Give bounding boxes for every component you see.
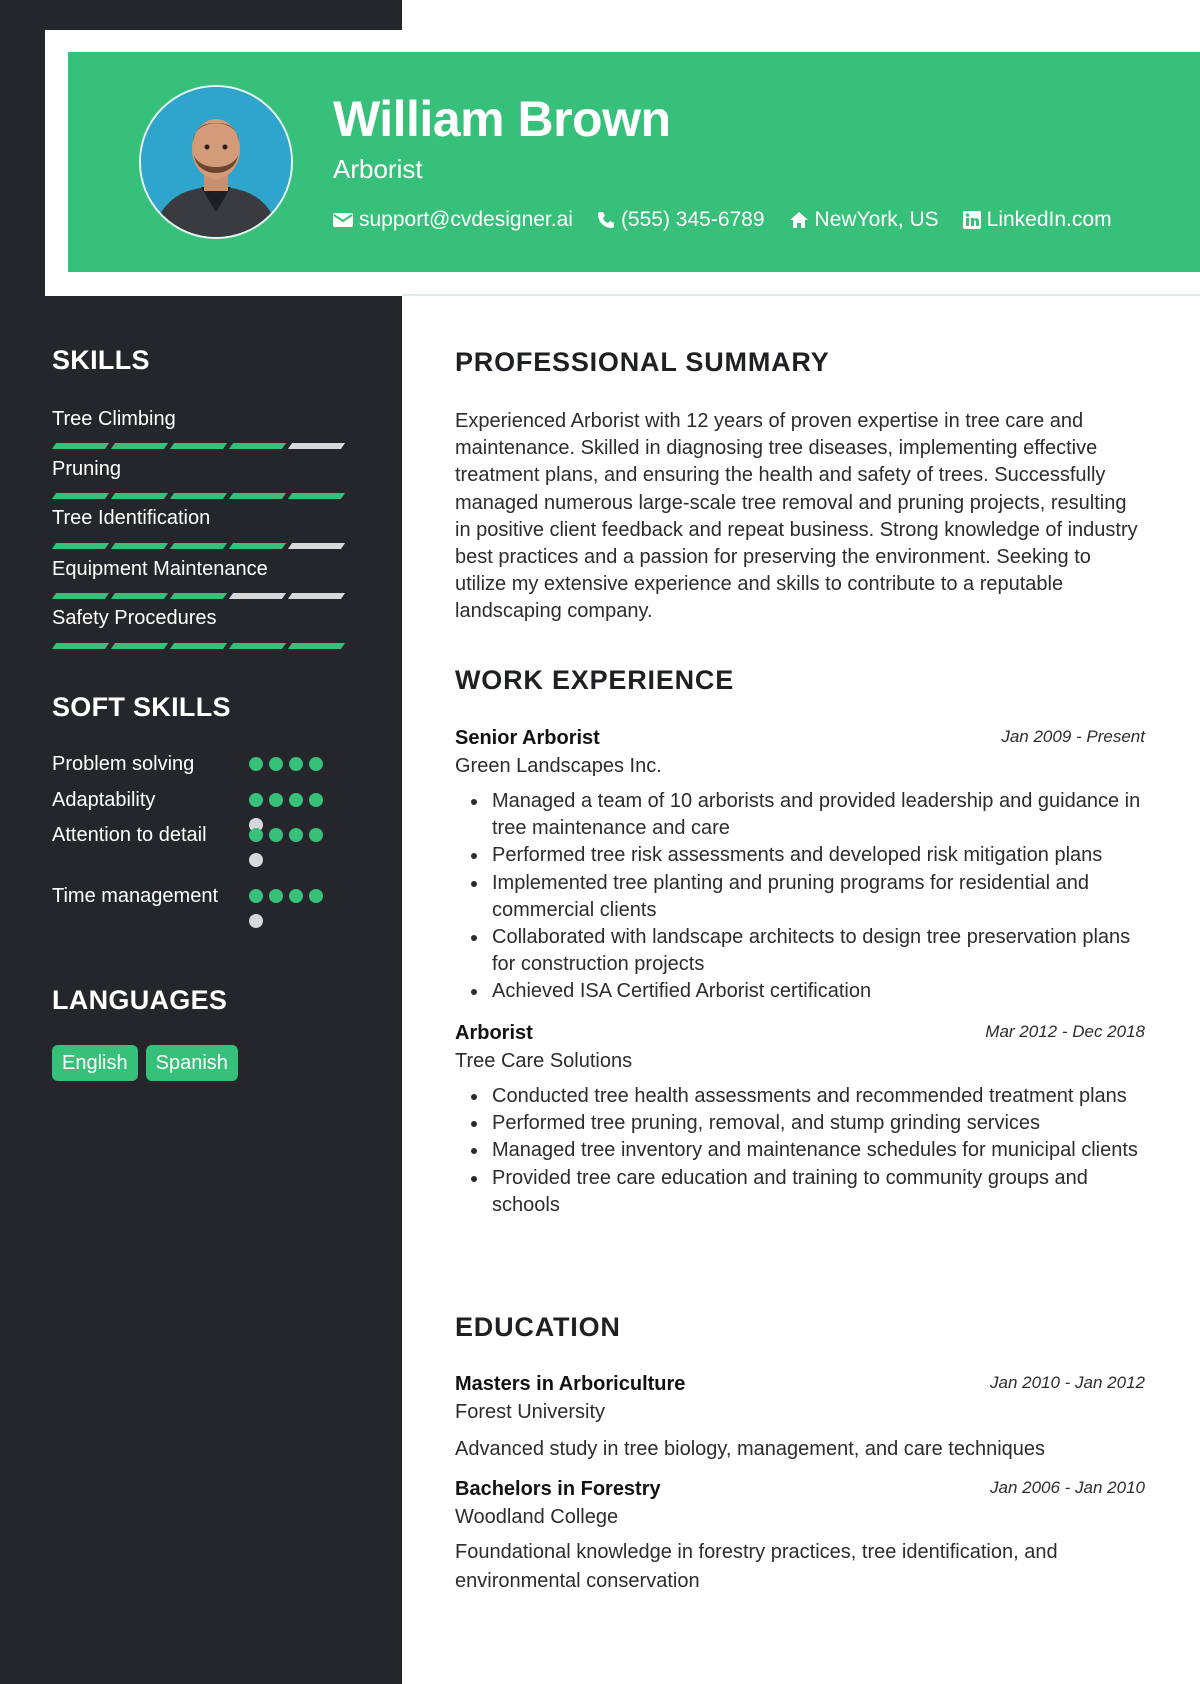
language-tag: English bbox=[52, 1045, 138, 1081]
soft-skills-heading: SOFT SKILLS bbox=[52, 692, 231, 722]
skill-bar-filled bbox=[170, 593, 227, 599]
skill-name: Tree Identification bbox=[52, 507, 211, 529]
skills-heading: SKILLS bbox=[52, 345, 150, 375]
main-content bbox=[455, 0, 1145, 1684]
language-tags bbox=[52, 1045, 238, 1081]
rating-dot-filled bbox=[249, 793, 263, 807]
job-bullet: Managed tree inventory and maintenance schedules for municipal clients bbox=[492, 1137, 1145, 1164]
job-title: Arborist bbox=[455, 1022, 533, 1044]
job-bullet: Managed a team of 10 arborists and provided leadership and guidance in tree maintenance and care bbox=[492, 788, 1145, 842]
skill-name: Tree Climbing bbox=[52, 408, 176, 430]
rating-dot-filled bbox=[289, 828, 303, 842]
job-bullet: Achieved ISA Certified Arborist certification bbox=[492, 978, 1145, 1005]
job-bullets bbox=[455, 1083, 1145, 1219]
education-school: Forest University bbox=[455, 1401, 606, 1423]
rating-dot-filled bbox=[249, 828, 263, 842]
job-entry bbox=[455, 1022, 1145, 1282]
soft-skill-name: Problem solving bbox=[52, 753, 195, 775]
job-bullets bbox=[455, 788, 1145, 1006]
education-degree: Bachelors in Forestry bbox=[455, 1478, 661, 1500]
rating-dot-filled bbox=[269, 889, 283, 903]
rating-dot-filled bbox=[309, 828, 323, 842]
job-entry bbox=[455, 727, 1145, 1007]
soft-skills-list bbox=[52, 751, 352, 951]
job-title: Senior Arborist bbox=[455, 727, 600, 749]
languages-heading: LANGUAGES bbox=[52, 985, 228, 1015]
job-dates: Mar 2012 - Dec 2018 bbox=[985, 1022, 1145, 1041]
contact-location-text: NewYork, US bbox=[814, 208, 939, 231]
skill-bar-filled bbox=[229, 443, 286, 449]
skill-bar-filled bbox=[170, 443, 227, 449]
job-bullet: Collaborated with landscape architects to design tree preservation plans for construction projects bbox=[492, 924, 1145, 978]
contact-email-text: support@cvdesigner.ai bbox=[359, 208, 573, 231]
education-dates: Jan 2010 - Jan 2012 bbox=[989, 1373, 1145, 1392]
rating-dot-empty bbox=[249, 914, 263, 928]
skill-name: Safety Procedures bbox=[52, 607, 217, 629]
skill-level-bars bbox=[54, 593, 343, 599]
job-bullet: Provided tree care education and training to community groups and schools bbox=[492, 1165, 1145, 1219]
skill-bar-filled bbox=[111, 543, 168, 549]
skill-bar-filled bbox=[52, 543, 109, 549]
rating-dot-filled bbox=[309, 793, 323, 807]
skill-name: Equipment Maintenance bbox=[52, 558, 268, 580]
skill-bar-filled bbox=[111, 643, 168, 649]
skills-section bbox=[52, 345, 352, 376]
soft-skill-name: Adaptability bbox=[52, 789, 156, 811]
experience-heading: WORK EXPERIENCE bbox=[455, 665, 735, 695]
skill-bar-empty bbox=[229, 593, 286, 599]
rating-dot-empty bbox=[249, 853, 263, 867]
soft-skills-section bbox=[52, 692, 352, 723]
skill-bar-filled bbox=[170, 543, 227, 549]
skill-name: Pruning bbox=[52, 458, 121, 480]
candidate-title: Arborist bbox=[333, 154, 423, 184]
summary-text: Experienced Arborist with 12 years of proven expertise in tree care and maintenance. Skilled in diagnosing tree diseases, implementing effective treatment plans, and ensuring the health and safety of trees. Successfully managed numerous large-scale tree removal and pruning projects, resulting in positive client feedback and repeat business. Strong knowledge of industry best practices and a passion for preserving the environment. Seeking to utilize my extensive experience and skills to contribute to a reputable landscaping company. bbox=[455, 410, 1138, 623]
skills-list bbox=[52, 408, 352, 658]
rating-dot-filled bbox=[289, 793, 303, 807]
skill-bar-filled bbox=[111, 593, 168, 599]
candidate-name: William Brown bbox=[333, 91, 671, 147]
skill-bar-filled bbox=[52, 493, 109, 499]
skill-bar-filled bbox=[52, 593, 109, 599]
skill-level-bars bbox=[54, 543, 343, 549]
job-company: Green Landscapes Inc. bbox=[455, 755, 662, 777]
education-heading: EDUCATION bbox=[455, 1312, 621, 1342]
skill-bar-filled bbox=[111, 443, 168, 449]
skill-bar-filled bbox=[288, 643, 345, 649]
skill-bar-filled bbox=[170, 643, 227, 649]
summary-heading: PROFESSIONAL SUMMARY bbox=[455, 347, 830, 377]
soft-skill-name: Attention to detail bbox=[52, 824, 207, 846]
skill-bar-filled bbox=[288, 493, 345, 499]
skill-level-bars bbox=[54, 493, 343, 499]
skill-bar-filled bbox=[229, 643, 286, 649]
skill-bar-filled bbox=[52, 443, 109, 449]
skill-bar-empty bbox=[288, 543, 345, 549]
job-dates: Jan 2009 - Present bbox=[1001, 727, 1145, 746]
skill-level-bars bbox=[54, 443, 343, 449]
skill-bar-empty bbox=[288, 443, 345, 449]
job-company: Tree Care Solutions bbox=[455, 1050, 633, 1072]
contact-phone-text: (555) 345-6789 bbox=[620, 208, 765, 231]
envelope-icon bbox=[333, 212, 353, 228]
rating-dot-filled bbox=[309, 889, 323, 903]
education-description: Foundational knowledge in forestry practices, tree identification, and environmental conservation bbox=[455, 1541, 1058, 1592]
job-bullet: Conducted tree health assessments and recommended treatment plans bbox=[492, 1083, 1145, 1110]
skill-bar-filled bbox=[229, 543, 286, 549]
rating-dot-filled bbox=[249, 889, 263, 903]
education-degree: Masters in Arboriculture bbox=[455, 1373, 686, 1395]
rating-dot-filled bbox=[269, 757, 283, 771]
rating-dot-filled bbox=[269, 793, 283, 807]
education-school: Woodland College bbox=[455, 1506, 619, 1528]
contact-linkedin-text: LinkedIn.com bbox=[986, 208, 1112, 231]
job-bullet: Implemented tree planting and pruning programs for residential and commercial clients bbox=[492, 870, 1145, 924]
languages-section bbox=[52, 985, 352, 1016]
skill-bar-filled bbox=[52, 643, 109, 649]
rating-dot-filled bbox=[249, 757, 263, 771]
avatar bbox=[139, 85, 293, 239]
rating-dot-filled bbox=[269, 828, 283, 842]
skill-bar-filled bbox=[111, 493, 168, 499]
skill-bar-filled bbox=[170, 493, 227, 499]
rating-dot-filled bbox=[289, 889, 303, 903]
education-entry bbox=[455, 1478, 1145, 1598]
skill-bar-empty bbox=[288, 593, 345, 599]
rating-dot-filled bbox=[289, 757, 303, 771]
rating-dot-filled bbox=[309, 757, 323, 771]
education-entry bbox=[455, 1373, 1145, 1473]
skill-level-bars bbox=[54, 643, 343, 649]
soft-skill-name: Time management bbox=[52, 885, 218, 907]
job-bullet: Performed tree pruning, removal, and stump grinding services bbox=[492, 1110, 1145, 1137]
education-description: Advanced study in tree biology, management, and care techniques bbox=[455, 1438, 1045, 1460]
language-tag: Spanish bbox=[146, 1045, 238, 1081]
education-dates: Jan 2006 - Jan 2010 bbox=[989, 1478, 1145, 1497]
job-bullet: Performed tree risk assessments and developed risk mitigation plans bbox=[492, 842, 1145, 869]
skill-bar-filled bbox=[229, 493, 286, 499]
